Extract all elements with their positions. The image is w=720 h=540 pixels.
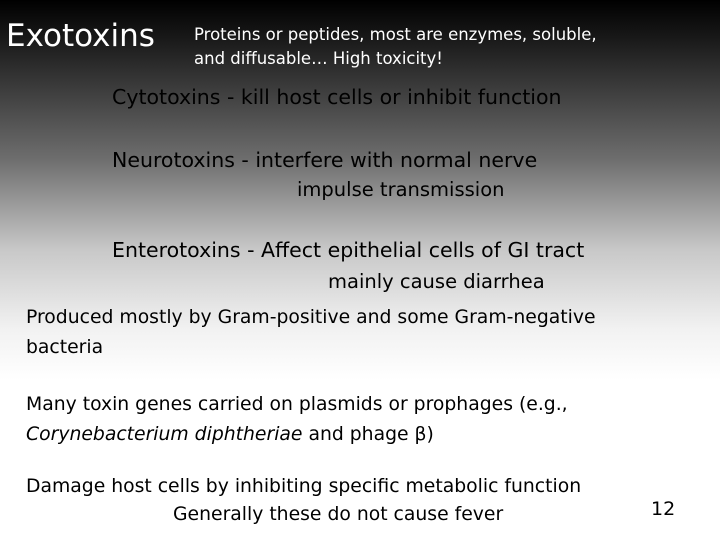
neurotoxins-bullet: Neurotoxins - interfere with normal nerve — [112, 148, 538, 172]
slide-subtitle — [194, 23, 597, 71]
produced-line-2: bacteria — [26, 337, 104, 358]
toxin-genes-line-1: Many toxin genes carried on plasmids or prophages (e.g., — [26, 394, 568, 415]
enterotoxins-bullet-continuation: mainly cause diarrhea — [328, 270, 545, 293]
neurotoxins-bullet-continuation: impulse transmission — [297, 178, 505, 201]
produced-line-1: Produced mostly by Gram-positive and some Gram-negative — [26, 307, 596, 328]
toxin-genes-paragraph — [26, 390, 706, 450]
damage-host-cells-line: Damage host cells by inhibiting specific metabolic function — [26, 476, 582, 497]
toxin-genes-line-2-rest: and phage β) — [302, 424, 434, 445]
enterotoxins-bullet: Enterotoxins - Affect epithelial cells of GI tract — [112, 238, 585, 262]
subtitle-line-2: and diffusable… High toxicity! — [194, 49, 443, 68]
produced-by-paragraph — [26, 303, 706, 363]
slide-title: Exotoxins — [6, 18, 155, 54]
toxin-genes-line-2 — [26, 420, 706, 450]
cytotoxins-bullet: Cytotoxins - kill host cells or inhibit function — [112, 85, 562, 109]
slide-page-number: 12 — [651, 498, 676, 520]
organism-name: Corynebacterium diphtheriae — [26, 424, 303, 445]
subtitle-line-1: Proteins or peptides, most are enzymes, soluble, — [194, 25, 597, 44]
no-fever-line: Generally these do not cause fever — [173, 504, 504, 525]
